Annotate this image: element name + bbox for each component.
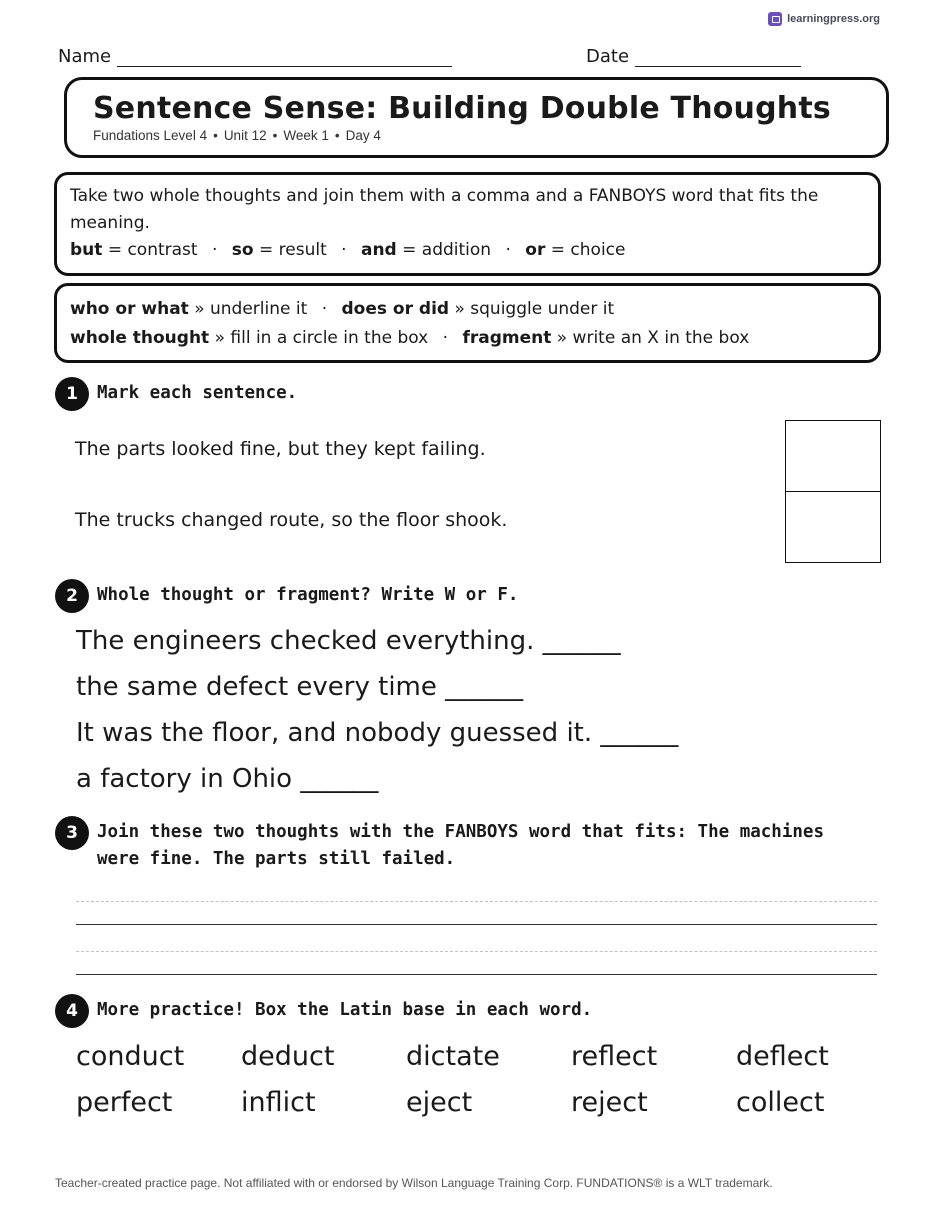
subtitle-level: Fundations Level 4 xyxy=(93,128,208,143)
section-1-title: Mark each sentence. xyxy=(97,383,298,403)
name-label: Name xyxy=(58,46,112,67)
section-3-title: Join these two thoughts with the FANBOYS word that fits: The machines were fine. The parts still failed. xyxy=(97,822,824,869)
mark-term-who: who or what xyxy=(70,299,189,319)
section-2-number: 2 xyxy=(55,579,89,613)
subtitle-unit: Unit 12 xyxy=(223,128,267,143)
section-3-number: 3 xyxy=(55,816,89,850)
mark-sentence-2: The trucks changed route, so the floor shook. xyxy=(75,509,508,531)
word-item[interactable]: inflict xyxy=(241,1087,316,1118)
section-3-heading xyxy=(55,819,865,873)
word-item[interactable]: reject xyxy=(571,1087,648,1118)
page-title: Sentence Sense: Building Double Thoughts xyxy=(93,91,831,126)
date-label: Date xyxy=(586,46,630,67)
key-meaning-so: = result xyxy=(259,240,327,260)
footer-disclaimer: Teacher-created practice page. Not affiliated with or endorsed by Wilson Language Training Corp. FUNDATIONS® is a WLT trademark. xyxy=(55,1176,773,1190)
wf-item-4[interactable]: a factory in Ohio ______ xyxy=(76,764,379,794)
word-item[interactable]: deduct xyxy=(241,1041,335,1072)
key-word-or: or xyxy=(525,240,546,260)
word-item[interactable]: eject xyxy=(406,1087,473,1118)
title-box xyxy=(64,77,889,158)
subtitle-week: Week 1 xyxy=(283,128,329,143)
marking-line-1: who or what » underline it · does or did » squiggle under it xyxy=(70,299,615,319)
word-item[interactable]: deflect xyxy=(736,1041,829,1072)
subtitle-day: Day 4 xyxy=(345,128,381,143)
key-word-but: but xyxy=(70,240,103,260)
word-item[interactable]: perfect xyxy=(76,1087,173,1118)
marking-line-2: whole thought » fill in a circle in the box · fragment » write an X in the box xyxy=(70,328,750,348)
key-word-so: so xyxy=(231,240,254,260)
key-word-and: and xyxy=(360,240,397,260)
marking-key-box xyxy=(54,283,881,363)
section-1-heading xyxy=(55,380,297,411)
date-blank[interactable] xyxy=(635,49,801,67)
brand-name: learningpress.org xyxy=(787,13,880,25)
writing-guide-2 xyxy=(76,951,877,952)
writing-guide-1 xyxy=(76,901,877,902)
writing-line-2[interactable] xyxy=(76,974,877,975)
mark-term-whole: whole thought xyxy=(70,328,210,348)
key-meaning-but: = contrast xyxy=(107,240,198,260)
mark-action-does: » squiggle under it xyxy=(454,299,615,319)
section-4-title: More practice! Box the Latin base in each word. xyxy=(97,1000,593,1020)
instructions-text: Take two whole thoughts and join them with a comma and a FANBOYS word that fits the meaning. xyxy=(70,186,819,233)
name-blank[interactable] xyxy=(117,49,452,67)
wf-item-2[interactable]: the same defect every time ______ xyxy=(76,672,524,702)
key-meaning-or: = choice xyxy=(550,240,626,260)
wf-item-1[interactable]: The engineers checked everything. ______ xyxy=(76,626,621,656)
instructions-box xyxy=(54,172,881,276)
brand-logo xyxy=(768,12,880,26)
answer-box-1[interactable] xyxy=(785,420,881,492)
word-item[interactable]: collect xyxy=(736,1087,825,1118)
section-2-title: Whole thought or fragment? Write W or F. xyxy=(97,585,519,605)
name-field xyxy=(58,46,452,67)
subtitle: Fundations Level 4 • Unit 12 • Week 1 • Day 4 xyxy=(93,128,381,143)
mark-action-who: » underline it xyxy=(194,299,308,319)
section-4-number: 4 xyxy=(55,994,89,1028)
word-item[interactable]: reflect xyxy=(571,1041,658,1072)
key-meaning-and: = addition xyxy=(402,240,492,260)
word-item[interactable]: conduct xyxy=(76,1041,185,1072)
answer-box-2[interactable] xyxy=(785,491,881,563)
section-2-heading xyxy=(55,582,518,613)
wf-item-3[interactable]: It was the floor, and nobody guessed it. ______ xyxy=(76,718,679,748)
date-field xyxy=(586,46,801,67)
book-icon xyxy=(768,12,782,26)
mark-term-fragment: fragment xyxy=(462,328,552,348)
mark-sentence-1: The parts looked fine, but they kept failing. xyxy=(75,438,486,460)
writing-line-1[interactable] xyxy=(76,924,877,925)
section-1-number: 1 xyxy=(55,377,89,411)
section-4-heading xyxy=(55,997,592,1028)
mark-action-whole: » fill in a circle in the box xyxy=(214,328,429,348)
word-item[interactable]: dictate xyxy=(406,1041,500,1072)
fanboys-key: but = contrast · so = result · and = addition · or = choice xyxy=(70,240,626,260)
mark-term-does: does or did xyxy=(341,299,450,319)
mark-action-fragment: » write an X in the box xyxy=(556,328,750,348)
